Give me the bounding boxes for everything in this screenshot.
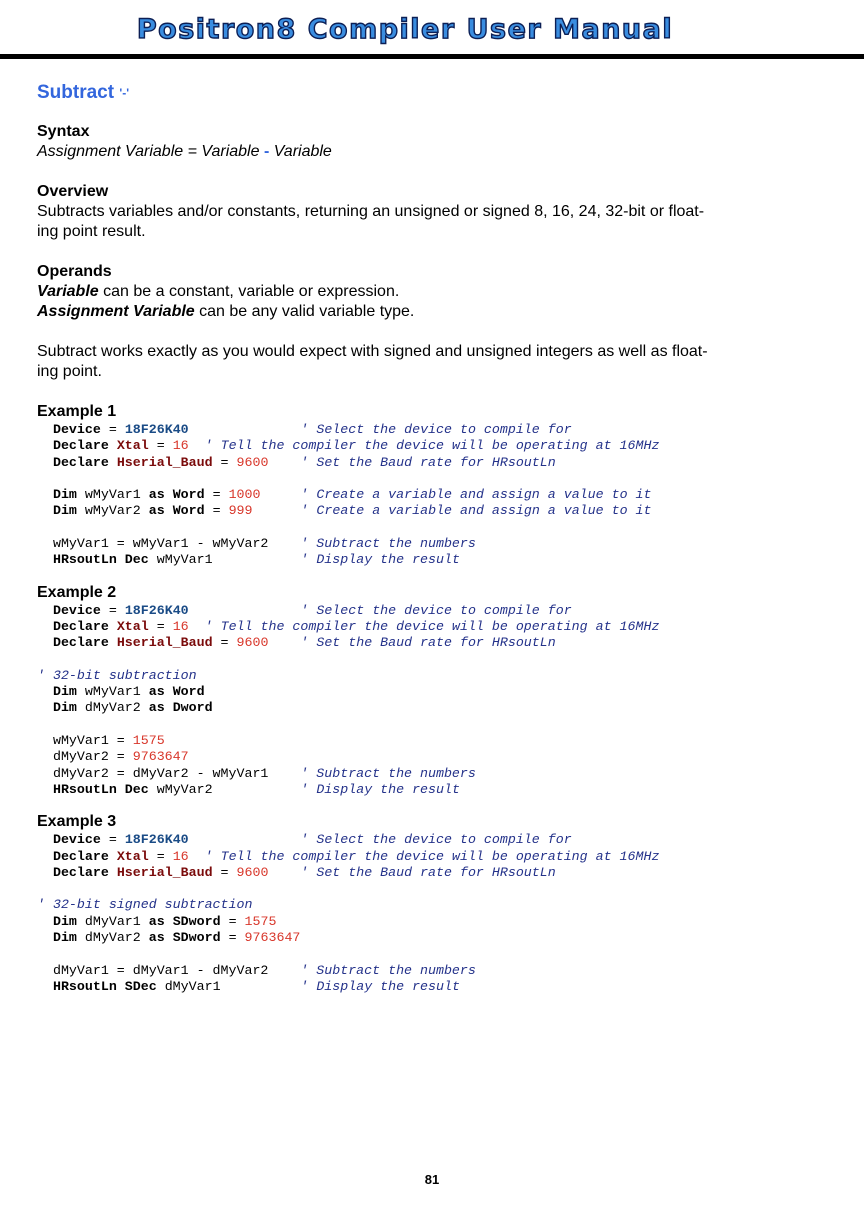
code-line: dMyVar1 = dMyVar1 - dMyVar2 ' Subtract the numbers <box>37 962 476 978</box>
example-1-code <box>37 422 837 569</box>
code-line: HRsoutLn SDec dMyVar1 ' Display the result <box>52 978 460 994</box>
page-number: 81 <box>424 1172 440 1187</box>
overview-line-1: Subtracts variables and/or constants, returning an unsigned or signed 8, 16, 24, 32-bit or float- <box>37 203 705 220</box>
code-line <box>37 881 837 897</box>
code-line <box>37 946 837 962</box>
syntax-part2: Variable <box>269 143 332 160</box>
code-line: Declare Hserial_Baud = 9600 ' Set the Baud rate for HRsoutLn <box>52 454 556 470</box>
code-line: Declare Xtal = 16 ' Tell the compiler the device will be operating at 16MHz <box>52 618 660 634</box>
note-line-1: Subtract works exactly as you would expect with signed and unsigned integers as well as float- <box>37 343 708 360</box>
code-line: Device = 18F26K40 ' Select the device to compile for <box>52 832 572 848</box>
syntax-line <box>37 142 837 162</box>
code-line: ' 32-bit signed subtraction <box>37 897 253 913</box>
section-title <box>37 80 837 106</box>
syntax-part1: Assignment Variable = Variable <box>37 143 264 160</box>
code-line: Declare Xtal = 16 ' Tell the compiler the device will be operating at 16MHz <box>52 848 660 864</box>
operand-term: Variable <box>37 283 99 300</box>
section-title-text: Subtract <box>37 82 115 103</box>
code-line <box>37 652 837 668</box>
example-3-heading: Example 3 <box>37 813 117 831</box>
code-line <box>37 717 837 733</box>
code-line: ' 32-bit subtraction <box>37 667 197 683</box>
code-line: Device = 18F26K40 ' Select the device to compile for <box>52 422 572 437</box>
code-line: Dim wMyVar1 as Word <box>52 684 205 700</box>
operand-desc: can be any valid variable type. <box>194 303 415 320</box>
code-line: dMyVar2 = dMyVar2 - wMyVar1 ' Subtract the numbers <box>37 765 476 781</box>
code-line: Device = 18F26K40 ' Select the device to compile for <box>52 602 572 618</box>
syntax-operator: - <box>263 143 270 160</box>
code-line: HRsoutLn Dec wMyVar1 ' Display the result <box>52 552 460 568</box>
overview-heading: Overview <box>37 183 109 200</box>
code-line: HRsoutLn Dec wMyVar2 ' Display the result <box>52 781 460 797</box>
code-line <box>37 471 837 487</box>
code-line: Declare Xtal = 16 ' Tell the compiler the device will be operating at 16MHz <box>52 438 660 454</box>
code-line: Declare Hserial_Baud = 9600 ' Set the Baud rate for HRsoutLn <box>52 864 556 880</box>
note-line-2: ing point. <box>37 363 102 380</box>
operands-line-2 <box>37 302 837 322</box>
operand-term: Assignment Variable <box>37 303 195 320</box>
header-rule <box>0 54 864 59</box>
code-line: wMyVar1 = 1575 <box>37 733 165 749</box>
manual-title: Positron8 Compiler User Manual <box>136 14 674 45</box>
operand-desc: can be a constant, variable or expression. <box>98 283 400 300</box>
code-line: Dim dMyVar2 as Dword <box>52 700 213 716</box>
example-2-heading: Example 2 <box>37 583 117 601</box>
code-line: Dim dMyVar1 as SDword = 1575 <box>52 913 277 929</box>
code-line <box>37 520 837 536</box>
code-line: Dim wMyVar1 as Word = 1000 ' Create a variable and assign a value to it <box>52 487 652 503</box>
operands-line-1 <box>37 282 837 302</box>
code-line: Dim wMyVar2 as Word = 999 ' Create a variable and assign a value to it <box>52 503 652 519</box>
code-line: dMyVar2 = 9763647 <box>37 749 189 765</box>
page-header <box>0 0 864 62</box>
operands-heading: Operands <box>37 263 112 280</box>
syntax-heading: Syntax <box>37 123 90 140</box>
example-1-heading: Example 1 <box>37 403 117 420</box>
section-symbol: '-' <box>119 86 130 100</box>
example-3-code <box>37 832 837 995</box>
code-line: Declare Hserial_Baud = 9600 ' Set the Baud rate for HRsoutLn <box>52 635 556 651</box>
example-2-code <box>37 603 837 799</box>
code-line: Dim dMyVar2 as SDword = 9763647 <box>52 930 301 946</box>
overview-line-2: ing point result. <box>37 223 146 240</box>
page-content <box>37 80 837 995</box>
code-line: wMyVar1 = wMyVar1 - wMyVar2 ' Subtract the numbers <box>37 536 476 552</box>
